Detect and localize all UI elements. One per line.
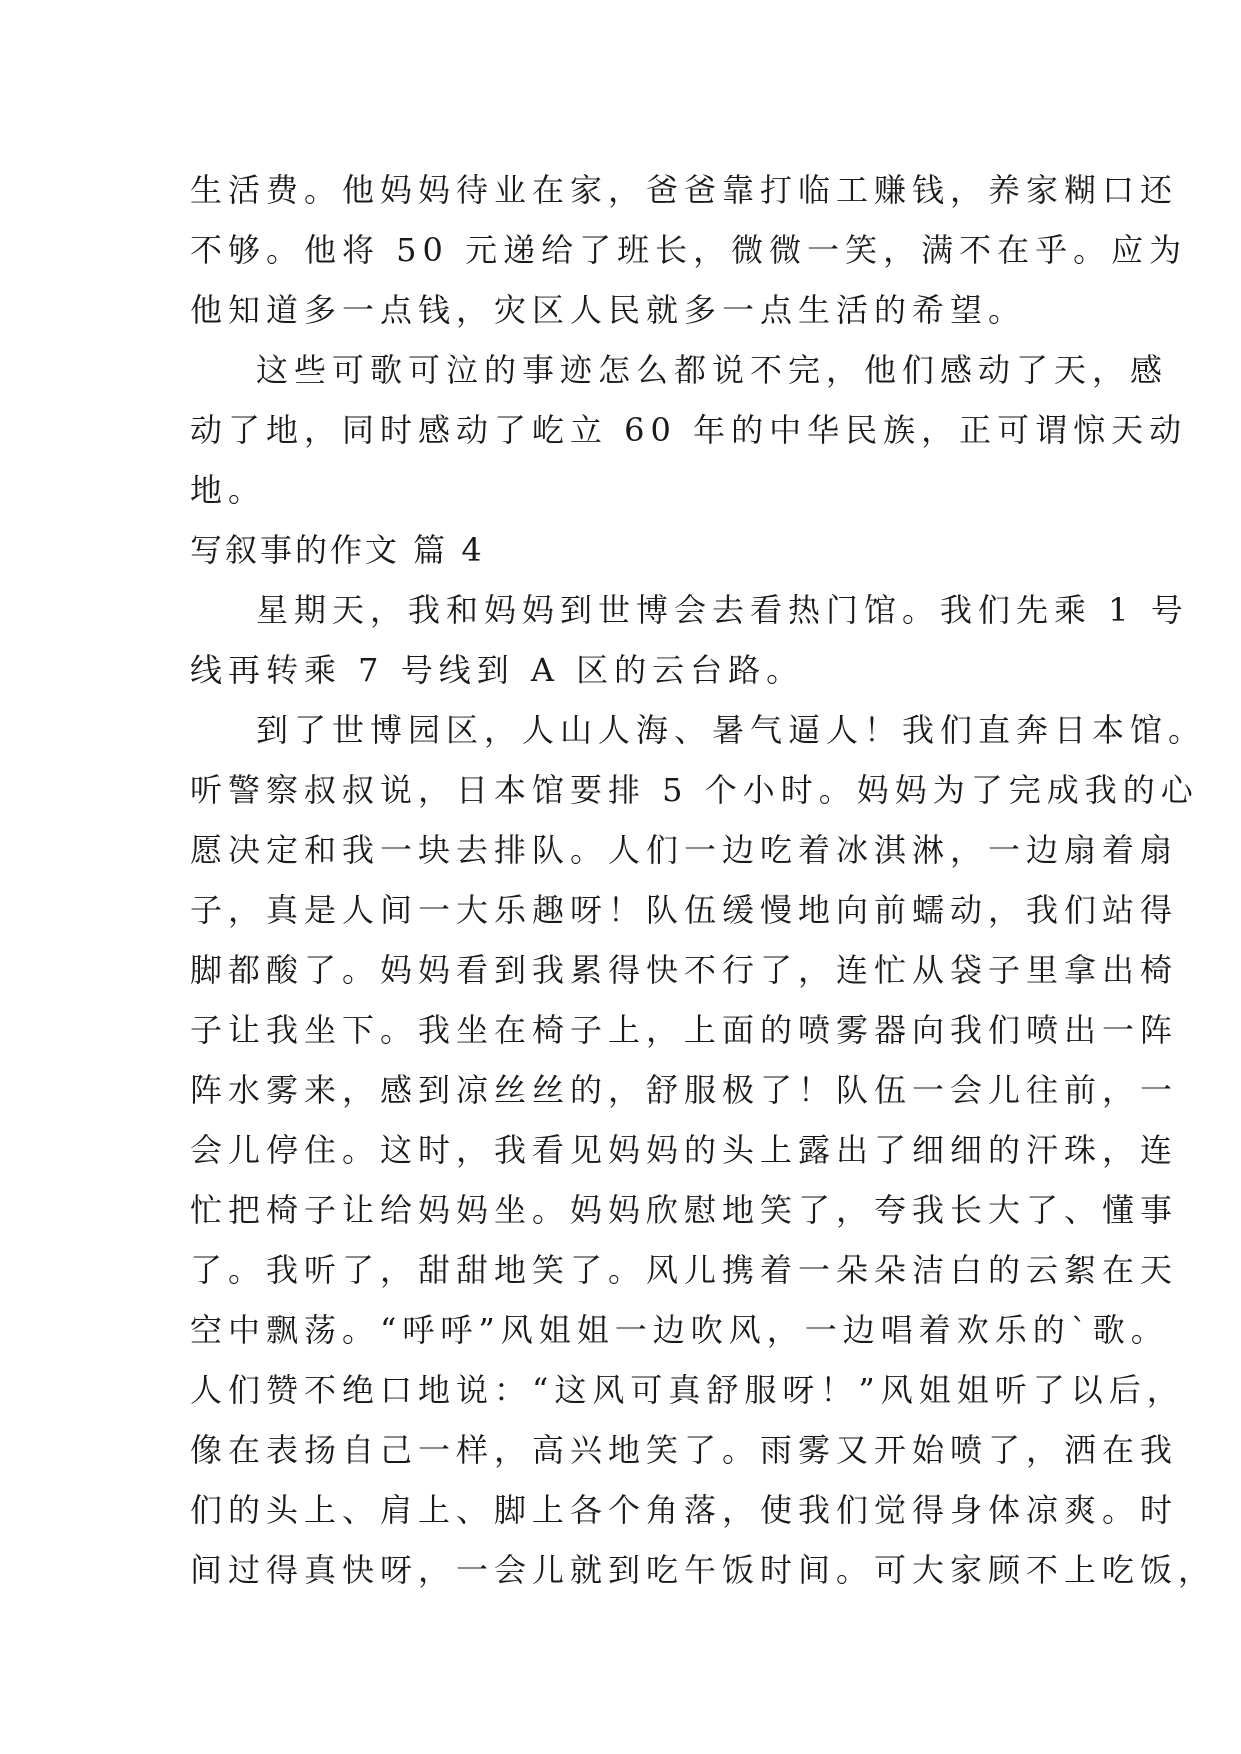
paragraph	[190, 340, 1188, 520]
text-line: 们的头上、肩上、脚上各个角落，使我们觉得身体凉爽。时	[190, 1491, 1179, 1529]
document-body	[190, 160, 1217, 1600]
text-line: 愿决定和我一块去排队。人们一边吃着冰淇淋，一边扇着扇	[190, 831, 1179, 869]
text-line: 到了世博园区，人山人海、暑气逼人！我们直奔日本馆。	[256, 711, 1207, 749]
section-heading: 写叙事的作文 篇 4	[190, 531, 485, 569]
text-line: 子，真是人间一大乐趣呀！队伍缓慢地向前蠕动，我们站得	[190, 891, 1179, 929]
text-line: 这些可歌可泣的事迹怎么都说不完，他们感动了天，感	[256, 351, 1169, 389]
text-line: 会儿停住。这时，我看见妈妈的头上露出了细细的汗珠，连	[190, 1131, 1179, 1169]
paragraph	[190, 580, 1189, 700]
text-line: 他知道多一点钱，灾区人民就多一点生活的希望。	[190, 291, 1027, 329]
continued-paragraph	[190, 160, 1188, 340]
text-line: 子让我坐下。我坐在椅子上，上面的喷雾器向我们喷出一阵	[190, 1011, 1179, 1049]
text-line: 星期天，我和妈妈到世博会去看热门馆。我们先乘 1 号	[256, 591, 1189, 629]
text-line: 人们赞不绝口地说：“这风可真舒服呀！”风姐姐听了以后，	[190, 1371, 1185, 1409]
text-line: 像在表扬自己一样，高兴地笑了。雨雾又开始喷了，洒在我	[190, 1431, 1179, 1469]
text-line: 脚都酸了。妈妈看到我累得快不行了，连忙从袋子里拿出椅	[190, 951, 1179, 989]
text-line: 地。	[190, 471, 267, 509]
text-line: 阵水雾来，感到凉丝丝的，舒服极了！队伍一会儿往前，一	[190, 1071, 1179, 1109]
text-line: 忙把椅子让给妈妈坐。妈妈欣慰地笑了，夸我长大了、懂事	[190, 1191, 1179, 1229]
text-line: 间过得真快呀，一会儿就到吃午饭时间。可大家顾不上吃饭，	[190, 1551, 1217, 1589]
text-line: 线再转乘 7 号线到 A 区的云台路。	[190, 651, 805, 689]
text-line: 了。我听了，甜甜地笑了。风儿携着一朵朵洁白的云絮在天	[190, 1251, 1179, 1289]
text-line: 空中飘荡。“呼呼”风姐姐一边吹风，一边唱着欢乐的`歌。	[190, 1311, 1169, 1349]
text-line: 听警察叔叔说，日本馆要排 5 个小时。妈妈为了完成我的心	[190, 771, 1199, 809]
paragraph	[190, 700, 1217, 1600]
text-line: 生活费。他妈妈待业在家，爸爸靠打临工赚钱，养家糊口还	[190, 171, 1179, 209]
text-line: 动了地，同时感动了屹立 60 年的中华民族，正可谓惊天动	[190, 411, 1188, 449]
text-line: 不够。他将 50 元递给了班长，微微一笑，满不在乎。应为	[190, 231, 1188, 269]
